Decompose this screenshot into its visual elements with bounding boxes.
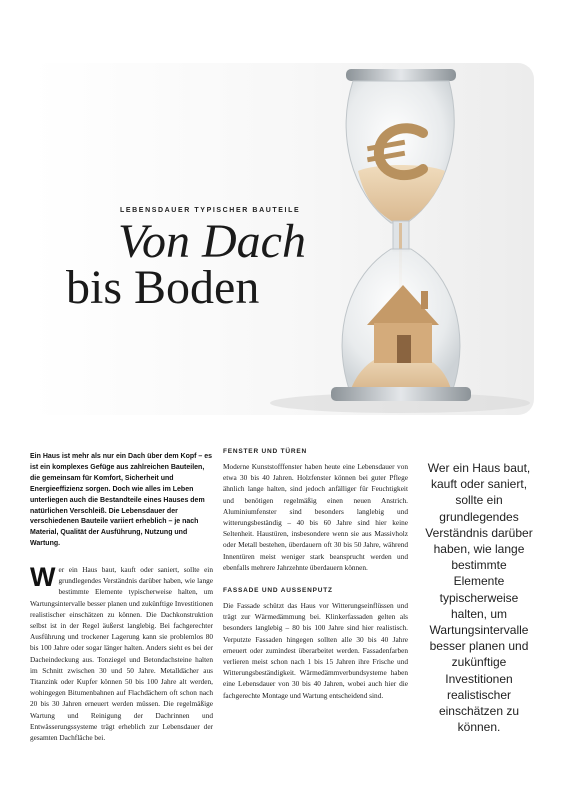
page-title-line-1: Von Dach [118,215,306,268]
drop-cap: W [30,562,56,592]
section-text-facade: Die Fassade schützt das Haus vor Witterungseinflüssen und trägt zur Wärmedämmung bei. Klinkerfassaden gelten als besonders langlebig – 80 bis 100 Jahre sind hier realistisch. Verputzte Fassaden hingegen sollten alle 30 bis 40 Jahre erneuert oder zumindest überarbeitet werden. Fassadenfarben verlieren meist schon nach 1 bis 15 Jahren ihre Frische und Witterungsbeständigkeit. Wärmedämmverbundsysteme haben eine Lebensdauer von 30 bis 40 Jahren, wobei auch hier die fachgerechte Montage und Wartung entscheidend sind. [223,601,408,700]
article-body-text: er ein Haus baut, kauft oder saniert, sollte ein grundlegendes Verständnis darüber haben, wie lange bestimmte Elemente typischerweise halten, um Wartungsintervalle besser planen und zukünftige Investitionen realistischer einschätzen zu können. Die Dachkonstruktion selbst ist in der Regel äußerst langlebig. Bei fachgerechter Ausführung und trockener Lagerung kann sie problemlos 80 bis 100 Jahre oder sogar länger halten. Anders sieht es bei der Dacheindeckung aus. Tonziegel und Betondachsteine halten im Schnitt zwischen 30 und 50 Jahre. Metalldächer aus Titanzink oder Kupfer können 50 bis 100 Jahre alt werden, wohingegen Bitumenbahnen auf Flachdächern oft schon nach 20 bis 30 Jahren erneuert werden müssen. Die regelmäßige Wartung und Reinigung der Dachrinnen und Entwässerungssysteme trägt erheblich zur Lebensdauer der gesamten Dachfläche bei. [30,565,213,743]
article-column-2 [223,448,408,701]
pull-quote: Wer ein Haus baut, kauft oder saniert, sollte ein grundlegendes Verständnis darüber haben, wie lange bestimmte Elemente typischerweise halten, um Wartungsintervalle besser planen und zukünftige Investitionen realistischer einschätzen zu können. [425,461,533,735]
page-title-line-2: bis Boden [66,261,260,314]
section-text-windows: Moderne Kunststofffenster haben heute eine Lebensdauer von etwa 30 bis 40 Jahren. Holzfenster können bei guter Pflege ähnlich lange halten, sind jedoch anfälliger für Feuchtigkeit und benötigen regelmäßig einen neuen Anstrich. Aluminiumfenster sind besonders langlebig und witterungsbeständig – 40 bis 60 Jahre sind hier keine Seltenheit. Haustüren, insbesondere wenn sie aus Massivholz oder Metall bestehen, überdauern oft 30 bis 50 Jahre, während Innentüren meist weniger stark beansprucht werden und ebenfalls mehrere Jahrzehnte überdauern können. [223,462,408,572]
article-body [30,564,213,743]
section-heading-windows: FENSTER UND TÜREN [223,448,308,455]
section-heading-facade: FASSADE UND AUSSENPUTZ [223,587,333,595]
section-kicker: LEBENSDAUER TYPISCHER BAUTEILE [120,207,301,214]
intro-paragraph: Ein Haus ist mehr als nur ein Dach über dem Kopf – es ist ein komplexes Gefüge aus zahlreichen Bauteilen, die gemeinsam für Komfort, Sicherheit und Energieeffizienz sorgen. Doch wie alles im Leben unterliegen auch die Bestandteile eines Hauses dem natürlichen Verschleiß. Die Lebensdauer der verschiedenen Bauteile variiert erheblich – je nach Material, Qualität der Ausführung, Nutzung und Wartung. [30,453,213,548]
